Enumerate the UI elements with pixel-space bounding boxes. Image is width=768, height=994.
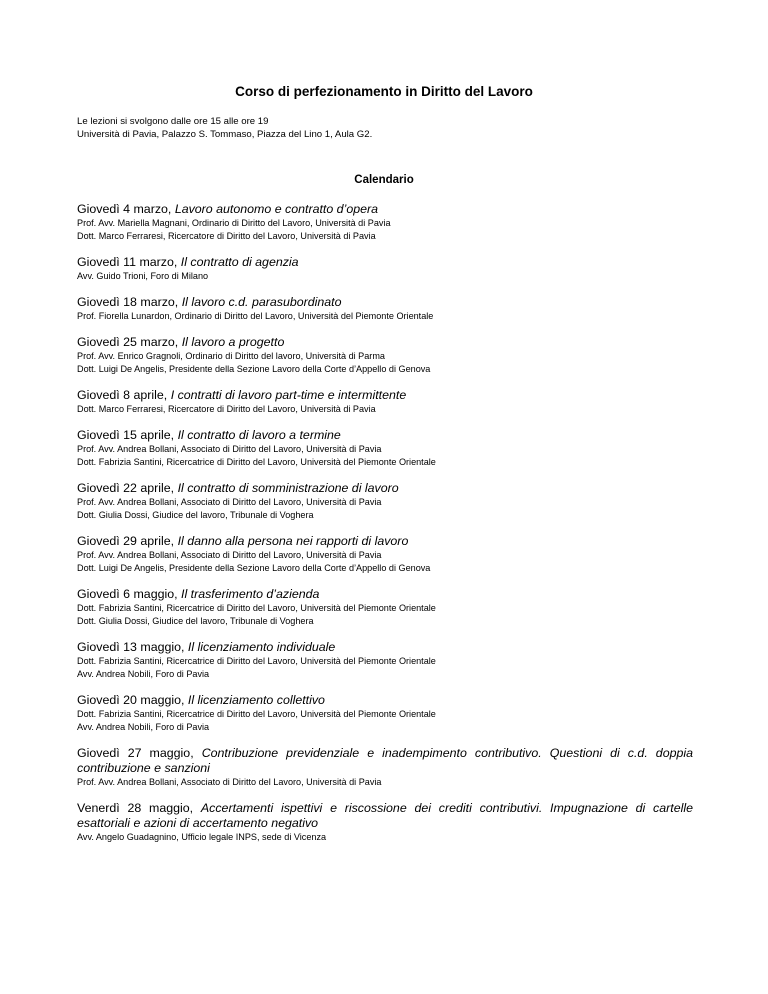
lesson-topic: Il contratto di agenzia (180, 255, 299, 269)
lesson-speaker: Dott. Giulia Dossi, Giudice del lavoro, Tribunale di Voghera (77, 510, 314, 520)
lesson-topic: Il lavoro a progetto (181, 335, 285, 349)
lesson-date: Giovedì 8 aprile, (77, 388, 168, 402)
intro-location: Università di Pavia, Palazzo S. Tommaso, Piazza del Lino 1, Aula G2. (77, 129, 373, 140)
lesson-date: Giovedì 15 aprile, (77, 428, 175, 442)
lesson-heading (77, 388, 693, 403)
lesson-entry (77, 255, 693, 283)
lesson-date: Giovedì 20 maggio, (77, 693, 185, 707)
lesson-speaker: Avv. Angelo Guadagnino, Ufficio legale INPS, sede di Vicenza (77, 832, 327, 842)
lesson-speaker: Prof. Fiorella Lunardon, Ordinario di Diritto del Lavoro, Università del Piemonte Orientale (77, 311, 434, 321)
lesson-entry (77, 481, 693, 522)
lesson-heading (77, 481, 693, 496)
lesson-date: Giovedì 18 marzo, (77, 295, 179, 309)
lesson-list (77, 202, 693, 856)
lesson-speaker: Dott. Luigi De Angelis, Presidente della Sezione Lavoro della Corte d’Appello di Genova (77, 364, 431, 374)
lesson-date: Giovedì 4 marzo, (77, 202, 172, 216)
lesson-entry (77, 388, 693, 416)
lesson-speaker: Dott. Marco Ferraresi, Ricercatore di Diritto del Lavoro, Università di Pavia (77, 231, 376, 241)
lesson-speaker: Dott. Marco Ferraresi, Ricercatore di Diritto del Lavoro, Università di Pavia (77, 404, 376, 414)
lesson-speaker: Prof. Avv. Andrea Bollani, Associato di Diritto del Lavoro, Università di Pavia (77, 444, 382, 454)
lesson-topic: Il lavoro c.d. parasubordinato (181, 295, 342, 309)
lesson-topic: Il trasferimento d’azienda (181, 587, 320, 601)
lesson-heading (77, 202, 693, 217)
lesson-heading (77, 335, 693, 350)
lesson-entry (77, 587, 693, 628)
lesson-topic: Il danno alla persona nei rapporti di lavoro (177, 534, 409, 548)
lesson-speaker: Dott. Fabrizia Santini, Ricercatrice di Diritto del Lavoro, Università del Piemonte Orientale (77, 656, 436, 666)
lesson-date: Venerdì 28 maggio, (77, 801, 194, 815)
lesson-entry (77, 202, 693, 243)
lesson-speaker: Avv. Guido Trioni, Foro di Milano (77, 271, 209, 281)
lesson-date: Giovedì 29 aprile, (77, 534, 175, 548)
lesson-entry (77, 640, 693, 681)
lesson-heading (77, 640, 693, 655)
lesson-speaker: Dott. Fabrizia Santini, Ricercatrice di Diritto del Lavoro, Università del Piemonte Orientale (77, 603, 436, 613)
lesson-heading (77, 693, 693, 708)
lesson-date: Giovedì 11 marzo, (77, 255, 178, 269)
lesson-date: Giovedì 6 maggio, (77, 587, 178, 601)
lesson-heading (77, 587, 693, 602)
lesson-speaker: Avv. Andrea Nobili, Foro di Pavia (77, 722, 210, 732)
lesson-heading (77, 534, 693, 549)
lesson-entry (77, 534, 693, 575)
lesson-speaker: Dott. Giulia Dossi, Giudice del lavoro, Tribunale di Voghera (77, 616, 314, 626)
lesson-entry (77, 295, 693, 323)
intro-block (77, 115, 372, 141)
lesson-topic: I contratti di lavoro part-time e intermittente (170, 388, 407, 402)
lesson-heading (77, 801, 693, 831)
lesson-topic: Il contratto di somministrazione di lavoro (177, 481, 399, 495)
lesson-entry (77, 801, 693, 844)
lesson-speaker: Dott. Fabrizia Santini, Ricercatrice di Diritto del Lavoro, Università del Piemonte Orientale (77, 457, 436, 467)
lesson-speaker: Prof. Avv. Enrico Gragnoli, Ordinario di Diritto del lavoro, Università di Parma (77, 351, 385, 361)
lesson-date: Giovedì 22 aprile, (77, 481, 175, 495)
lesson-topic: Contribuzione previdenziale e inadempimento contributivo. Questioni di c.d. doppia contribuzione e sanzioni (77, 746, 694, 775)
lesson-date: Giovedì 13 maggio, (77, 640, 185, 654)
lesson-date: Giovedì 25 marzo, (77, 335, 179, 349)
lesson-speaker: Dott. Fabrizia Santini, Ricercatrice di Diritto del Lavoro, Università del Piemonte Orientale (77, 709, 436, 719)
lesson-heading (77, 255, 693, 270)
lesson-heading (77, 746, 693, 776)
lesson-speaker: Dott. Luigi De Angelis, Presidente della Sezione Lavoro della Corte d’Appello di Genova (77, 563, 431, 573)
lesson-heading (77, 428, 693, 443)
lesson-speaker: Avv. Andrea Nobili, Foro di Pavia (77, 669, 210, 679)
lesson-entry (77, 428, 693, 469)
lesson-heading (77, 295, 693, 310)
lesson-date: Giovedì 27 maggio, (77, 746, 194, 760)
lesson-topic: Accertamenti ispettivi e riscossione dei crediti contributivi. Impugnazione di cartelle esattoriali e azioni di accertamento negativo (77, 801, 694, 830)
lesson-entry (77, 746, 693, 789)
lesson-entry (77, 335, 693, 376)
lesson-topic: Il licenziamento individuale (187, 640, 336, 654)
lesson-topic: Il contratto di lavoro a termine (177, 428, 341, 442)
intro-schedule: Le lezioni si svolgono dalle ore 15 alle ore 19 (77, 116, 269, 127)
lesson-topic: Lavoro autonomo e contratto d’opera (174, 202, 379, 216)
lesson-topic: Il licenziamento collettivo (187, 693, 325, 707)
course-title: Corso di perfezionamento in Diritto del Lavoro (235, 84, 533, 99)
lesson-speaker: Prof. Avv. Andrea Bollani, Associato di Diritto del Lavoro, Università di Pavia (77, 497, 382, 507)
lesson-entry (77, 693, 693, 734)
lesson-speaker: Prof. Avv. Andrea Bollani, Associato di Diritto del Lavoro, Università di Pavia (77, 550, 382, 560)
calendar-heading: Calendario (354, 174, 414, 186)
lesson-speaker: Prof. Avv. Andrea Bollani, Associato di Diritto del Lavoro, Università di Pavia (77, 777, 382, 787)
lesson-speaker: Prof. Avv. Mariella Magnani, Ordinario di Diritto del Lavoro, Università di Pavia (77, 218, 391, 228)
